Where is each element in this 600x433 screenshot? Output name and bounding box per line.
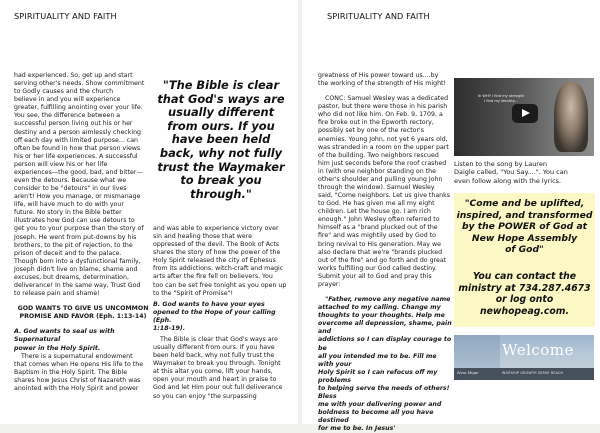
play-icon[interactable] (512, 104, 538, 123)
text-line: me with your delivering power and (318, 401, 442, 409)
prayer-text (318, 296, 452, 433)
church-logo: New Hope (457, 370, 479, 375)
text-line: children. Let the house go. I am rich (318, 208, 431, 216)
text-line: fire" and was mightily used by God to (318, 232, 436, 240)
text-line: even the detours. Because what we (14, 177, 127, 185)
text-line: at this altar you come, lift your hands, (153, 368, 273, 376)
text-line: that comes when He opens His life to the (14, 360, 144, 368)
point-a-body (14, 353, 152, 393)
text-line: back, why not fully (159, 145, 283, 160)
promo-box (454, 193, 595, 327)
text-line: out of the fire" and go forth and do great (318, 256, 447, 264)
page-header: SPIRITUALITY AND FAITH (14, 11, 117, 21)
text-line: had experienced. So, get up and start (14, 72, 133, 79)
text-line: off each day with limited purpose... can (14, 136, 139, 144)
text-line: have been held (171, 132, 271, 147)
text-line: Joseph didn't live on blame, shame and (14, 265, 138, 273)
text-line: consider to be "detours" in our lives (14, 185, 127, 193)
text-line: been held back, why not fully trust the (153, 352, 275, 360)
text-line: opened to the Hope of your calling (Eph. (153, 308, 276, 324)
text-line: power in the Holy Spirit. (14, 344, 101, 352)
text-line: ministry at 734.287.4673 (458, 282, 591, 294)
text-line: get you to your purpose than the story of (14, 225, 144, 233)
text-line: In WHY I find my strength (477, 94, 525, 98)
text-line: overcome all depression, shame, pain and (318, 320, 452, 336)
text-line: Joseph. He went from put-downs by his (14, 233, 137, 241)
text-line: newhopeag.com. (479, 305, 570, 317)
text-line: You see, the difference between a (14, 112, 121, 120)
text-line: to break you (180, 173, 262, 188)
text-line: by the POWER of God at (461, 221, 588, 233)
text-line: that God's ways are (157, 91, 285, 106)
body-text (153, 225, 295, 298)
point-a-heading (14, 328, 152, 352)
text-line: bring revival to His generation. May we (318, 240, 441, 248)
left-page (0, 0, 298, 424)
text-line: prison of deceit and to the palace. (14, 249, 122, 257)
sign-strip-text: WORSHIP GROWTH SERVE REACH (502, 371, 564, 375)
text-line: was stranded in a room on the upper part (318, 143, 449, 151)
text-line: himself as a "brand plucked out of the (318, 224, 438, 232)
text-line: God and let Him pour out full deliverance (153, 384, 283, 392)
text-line: so you can enjoy "the surpassing (153, 392, 257, 400)
text-line: prayer: (318, 280, 341, 288)
welcome-sign: Welcome (502, 341, 574, 359)
text-line: successful person living out his or her (14, 120, 133, 128)
text-line: life, will have much to do with your (14, 201, 124, 209)
text-line: "Father, remove any negative name (325, 296, 451, 304)
text-line: often be found in how that person views (14, 144, 141, 152)
text-line: of the building. Two neighbors rescued (318, 151, 439, 159)
text-line: shares the story of how the power of the (153, 249, 281, 257)
text-line: and was able to experience victory over (153, 225, 279, 232)
text-line: Daigle called, "You Say....". You can (454, 168, 568, 177)
text-line: "Come and be uplifted, (464, 198, 585, 209)
pull-quote (152, 79, 290, 201)
text-line: through." (190, 186, 252, 201)
text-line: even follow along with the lyrics. (454, 176, 562, 185)
text-line: A. God wants to seal us with Supernatural (14, 328, 115, 344)
text-line: to the "Spirit of Promise"! (153, 289, 234, 297)
text-line: possibly set by one of the rector's (318, 127, 425, 135)
page-header: SPIRITUALITY AND FAITH (327, 11, 430, 21)
text-line: or log onto (495, 294, 554, 306)
text-line: illustrates how God can use detours to (14, 217, 135, 225)
point-b-body (153, 336, 295, 401)
left-column (14, 72, 152, 393)
text-line: Waymaker to break you through. Tonight (153, 360, 281, 368)
text-line: usually different (167, 105, 275, 120)
text-line: You can contact the (472, 271, 577, 282)
intro-text (318, 72, 452, 88)
text-line: arts after the fire fell on believers. You (153, 273, 273, 281)
text-line: also declare that we're "brands plucked (318, 248, 443, 256)
text-line: Holy Spirit so I can refocus off my problems (318, 368, 438, 384)
text-line: addictions so I can display courage to be (318, 336, 452, 352)
point-b-heading (153, 301, 295, 333)
text-line: of God" (505, 244, 544, 256)
text-line: all you intended me to be. Fill me with your (318, 352, 437, 368)
text-line: PROMISE AND FAVOR (Eph. 1:13-14) (19, 313, 147, 321)
text-line: Baptism in the Holy Spirit. The Bible (14, 368, 128, 376)
text-line: too can be set free tonight as you open up (153, 281, 287, 289)
text-line: deliverance! In the same way, Trust God (14, 282, 141, 290)
intro-text (14, 72, 152, 298)
promo-contact (454, 271, 595, 317)
text-line: enough." John Wesley often referred to (318, 216, 440, 224)
text-line: There is a supernatural endowment (21, 352, 133, 360)
text-line: from ours. If you (167, 118, 275, 133)
section-heading (14, 305, 152, 321)
text-line: to helping serve the needs of others! Bless (318, 384, 450, 400)
text-line: to God. He has given me all my eight (318, 200, 435, 208)
text-line: I find my identity... (484, 98, 518, 103)
text-line: to Godly causes and the church (14, 88, 114, 96)
text-line: destiny and a person aimlessly checking (14, 128, 142, 136)
church-welcome-image (454, 335, 594, 380)
text-line: him just seconds before the roof crashed (318, 159, 447, 167)
text-line: Listen to the song by Lauren (454, 160, 547, 168)
text-line: said, "Come neighbors. Let us give thanks (318, 192, 450, 200)
text-line: aren't! How you manage, or mismanage (14, 193, 141, 201)
text-line: New Hope Assembly (471, 232, 578, 244)
text-line: for me to be. In Jesus' (318, 425, 396, 433)
singer-image (554, 82, 588, 152)
text-line: fire broke out in the Epworth rectory, (318, 119, 434, 127)
text-line: other's shoulder and pulling young John (318, 175, 443, 183)
text-line: trust the Waymaker (157, 159, 285, 174)
text-line: open your mouth and heart in praise to (153, 376, 277, 384)
text-line: The Bible is clear that God's ways are (160, 336, 278, 344)
text-line: CONC: Samuel Wesley was a dedicated (325, 95, 449, 103)
right-column (318, 72, 452, 433)
video-lyric-overlay (476, 94, 526, 103)
promo-invite (454, 198, 595, 256)
text-line: thoughts to your thoughts. Help me (318, 312, 445, 320)
text-line: person will view his or her life (14, 160, 108, 168)
text-line: his or her life experiences. A successful (14, 152, 138, 160)
text-line: excuses, but dreams, determination, (14, 273, 129, 281)
text-line: sin and healing those that were (153, 233, 252, 241)
text-line: enemies. Young John, not yet 6 years old, (318, 135, 448, 143)
text-line: greater, fulfilling anointing over your life. (14, 104, 143, 112)
text-line: who did not like him. On Feb. 9, 1709, a (318, 111, 443, 119)
right-page (302, 0, 600, 433)
text-line: B. God wants to have your eyes (153, 300, 265, 308)
text-line: experiences—the good, bad, and bitter— (14, 168, 143, 176)
text-line: anointed with the Holy Spirit and power (14, 384, 139, 392)
text-line: inspired, and transformed (456, 209, 593, 221)
text-line: in (with one neighbor standing on the (318, 167, 436, 175)
wesley-story (318, 95, 452, 289)
middle-column (153, 225, 295, 401)
text-line: pastor, but there were those in his parish (318, 103, 448, 111)
text-line: greatness of His power toward us....by (318, 72, 439, 79)
text-line: GOD WANTS TO GIVE US UNCOMMON (17, 305, 149, 313)
text-line: 1:18-19). (153, 324, 186, 332)
text-line: the working of the strength of His might! (318, 80, 446, 88)
text-line: future. No story in the Bible better (14, 209, 122, 217)
text-line: "The Bible is clear (162, 78, 280, 92)
text-line: oppressed of the devil. The Book of Acts (153, 241, 280, 249)
text-line: Holy Spirit released the city of Ephesus (153, 257, 276, 265)
text-line: boldness to become all you have destined (318, 409, 434, 425)
text-line: Though born into a dysfunctional family, (14, 257, 141, 265)
video-thumbnail[interactable] (454, 78, 594, 156)
text-line: attached to my calling. Change my (318, 304, 441, 312)
text-line: usually different from ours. If you have (153, 344, 275, 352)
text-line: shares how Jesus Christ of Nazareth was (14, 376, 141, 384)
text-line: serving other's needs. Show commitment (14, 80, 145, 88)
text-line: brothers, to the pit of rejection, to the (14, 241, 133, 249)
text-line: from its addictions, witch-craft and magic (153, 265, 284, 273)
text-line: through the window). Samuel Wesley (318, 184, 435, 192)
text-line: to release pain and shame! (14, 290, 100, 298)
text-line: works fulfilling our God called destiny. (318, 264, 437, 272)
song-caption (454, 160, 598, 185)
text-line: Submit your all to God and pray this (318, 272, 432, 280)
text-line: believe in and you will experience (14, 96, 121, 104)
